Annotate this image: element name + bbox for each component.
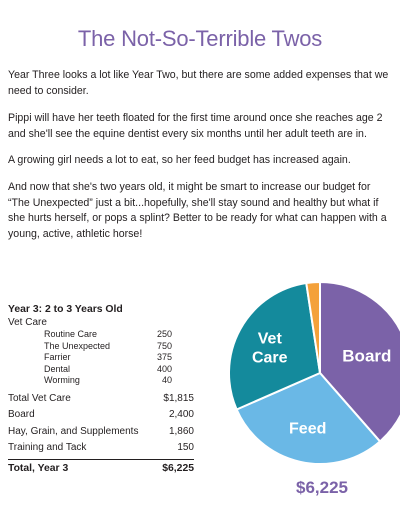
pie-total-label: $6,225 xyxy=(296,478,348,497)
vet-item-row xyxy=(44,375,172,387)
budget-row-value: 1,860 xyxy=(168,425,194,437)
unexpected-paragraph: And now that she's two years old, it might be smart to increase our budget for “The Unexpected” just a bit...hopefully, she'll stay sound and healthy but what if she hurts herself, or pops a splint? Better to be ready for what can happen with a young, active, athletic horse! xyxy=(8,181,387,240)
vet-item-value: 750 xyxy=(156,340,172,351)
vet-item-value: 40 xyxy=(161,375,172,386)
budget-row xyxy=(8,407,194,424)
intro-paragraph: Year Three looks a lot like Year Two, but there are some added expenses that we need to consider. xyxy=(8,69,389,97)
budget-row-value: $1,815 xyxy=(163,392,194,404)
budget-row xyxy=(8,391,194,408)
dental-paragraph: Pippi will have her teeth floated for the first time around once she reaches age 2 and she'll see the equine dentist every six months until her adult teeth are in. xyxy=(8,112,383,140)
budget-row-value: 150 xyxy=(177,442,194,454)
total-divider xyxy=(8,459,194,460)
vet-item-label: Farrier xyxy=(44,352,71,363)
pie-slice-label: Feed xyxy=(289,420,327,438)
vet-item-row xyxy=(44,341,172,353)
total-label: Total, Year 3 xyxy=(8,462,69,474)
budget-table xyxy=(8,304,194,476)
budget-row-label: Total Vet Care xyxy=(8,392,71,404)
budget-row-label: Board xyxy=(8,409,35,421)
vet-item-label: Routine Care xyxy=(44,329,98,339)
vet-item-row xyxy=(44,329,172,341)
budget-row xyxy=(8,424,194,441)
budget-row-label: Hay, Grain, and Supplements xyxy=(8,425,139,437)
budget-heading: Year 3: 2 to 3 Years Old xyxy=(8,304,123,315)
vet-item-value: 375 xyxy=(156,352,172,363)
vet-item-row xyxy=(44,364,172,376)
pie-slice-label: Board xyxy=(342,346,392,366)
vet-care-label: Vet Care xyxy=(8,317,47,328)
vet-item-row xyxy=(44,352,172,364)
vet-item-label: Worming xyxy=(44,375,80,386)
budget-row-label: Training and Tack xyxy=(8,442,87,454)
budget-row xyxy=(8,440,194,457)
pie-chart xyxy=(222,280,400,470)
vet-item-value: 250 xyxy=(156,329,172,339)
total-row xyxy=(8,462,194,476)
budget-row-value: 2,400 xyxy=(168,409,194,421)
total-value: $6,225 xyxy=(162,462,194,474)
pie-slice-label: Vet Care xyxy=(251,330,288,367)
vet-item-label: Dental xyxy=(44,363,71,374)
page-title: The Not-So-Terrible Twos xyxy=(77,26,323,51)
vet-item-label: The Unexpected xyxy=(44,340,111,351)
vet-item-value: 400 xyxy=(156,363,172,374)
pie-chart-svg xyxy=(222,280,400,470)
feed-paragraph: A growing girl needs a lot to eat, so her feed budget has increased again. xyxy=(8,154,351,166)
